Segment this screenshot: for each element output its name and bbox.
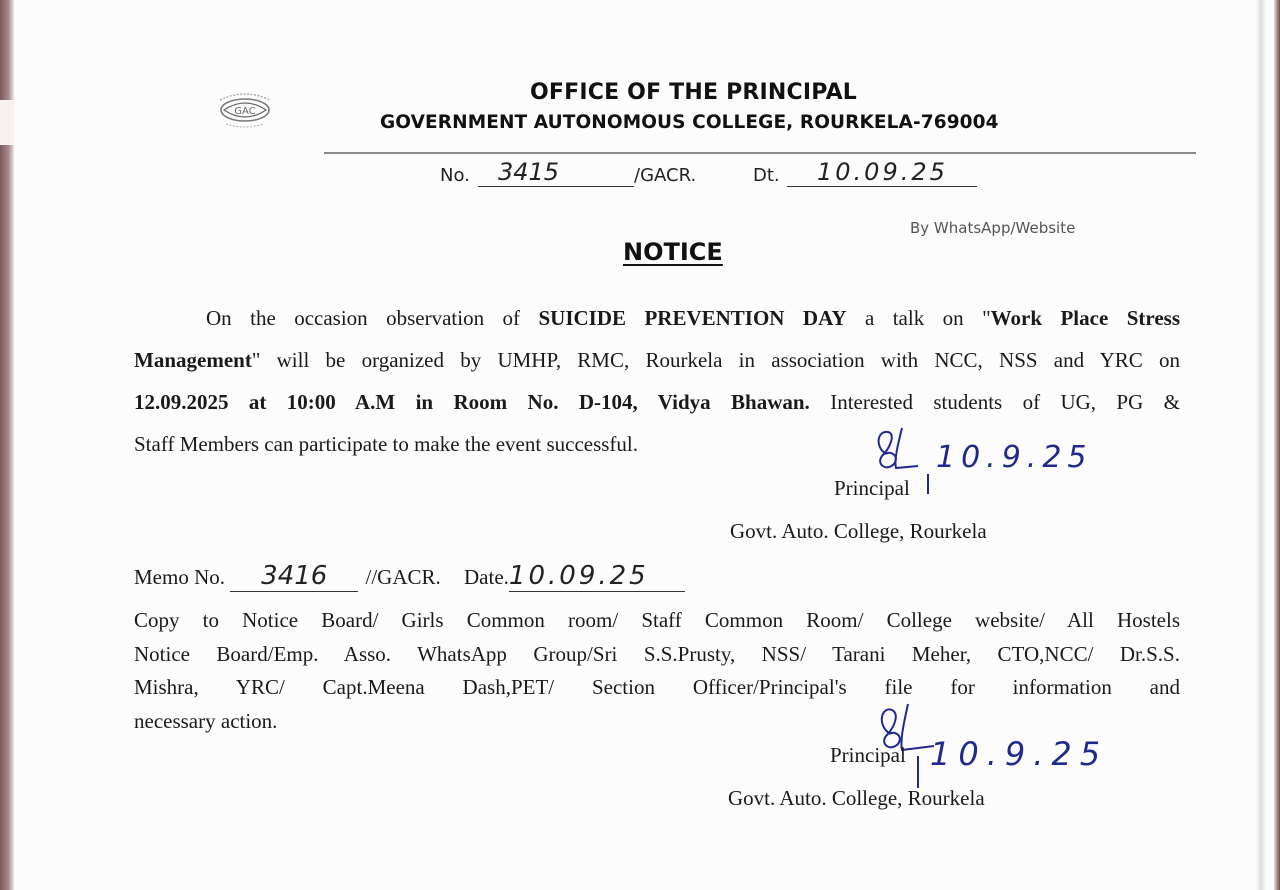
copy-to-line: necessary action. bbox=[134, 708, 278, 733]
office-title: OFFICE OF THE PRINCIPAL bbox=[530, 80, 858, 105]
notice-body-line bbox=[134, 297, 1180, 339]
copy-to-line: Mishra, YRC/ Capt.Meena Dash,PET/ Section Officer/Principal's file for information and bbox=[134, 675, 1180, 699]
reference-suffix: /GACR. bbox=[634, 165, 697, 186]
reference-no-value bbox=[478, 158, 634, 187]
memo-suffix: //GACR. bbox=[365, 565, 441, 589]
notice-emphasis: Management bbox=[134, 348, 252, 372]
notice-text: " will be organized by UMHP, RMC, Rourkela in association with NCC, NSS and YRC on bbox=[251, 348, 1180, 372]
signatory-org-2: Govt. Auto. College, Rourkela bbox=[728, 786, 985, 810]
reference-date-value bbox=[787, 158, 977, 187]
reference-no-label: No. bbox=[440, 165, 470, 186]
college-name: GOVERNMENT AUTONOMOUS COLLEGE, ROURKELA-769004 bbox=[380, 112, 999, 133]
svg-text:GAC: GAC bbox=[234, 106, 256, 117]
signatory-title-2: Principal bbox=[830, 743, 906, 767]
paper-fold-shadow bbox=[1256, 0, 1266, 890]
notice-text: a talk on " bbox=[846, 306, 991, 330]
memo-line bbox=[134, 561, 685, 592]
copy-to-line: Notice Board/Emp. Asso. WhatsApp Group/Sri S.S.Prusty, NSS/ Tarani Meher, CTO,NCC/ Dr.S.S. bbox=[134, 641, 1180, 666]
signatory-title-1: Principal bbox=[834, 476, 910, 500]
copy-to-list bbox=[134, 604, 1180, 738]
signature-date-1: 10.9.25 bbox=[936, 440, 1093, 475]
reference-date-text: 10.09.25 bbox=[817, 158, 948, 186]
notice-emphasis: SUICIDE PREVENTION DAY bbox=[538, 306, 847, 330]
memo-date-value: 10.09.25 bbox=[509, 561, 685, 592]
signatory-org-1: Govt. Auto. College, Rourkela bbox=[730, 519, 987, 543]
notice-title: NOTICE bbox=[623, 238, 723, 266]
memo-no-label: Memo No. bbox=[134, 565, 225, 589]
notice-emphasis: 12.09.2025 at 10:00 A.M in Room No. D-104, Vidya Bhawan. bbox=[134, 390, 810, 414]
paper-edge-gap bbox=[0, 100, 14, 145]
memo-date-label: Date. bbox=[464, 565, 509, 589]
memo-no-value: 3416 bbox=[230, 561, 358, 592]
copy-to-line: Copy to Notice Board/ Girls Common room/ Staff Common Room/ College website/ All Hostels bbox=[134, 608, 1180, 632]
paper-edge-right bbox=[1274, 0, 1280, 890]
notice-text: Staff Members can participate to make the event successful. bbox=[134, 432, 639, 456]
distribution-note: By WhatsApp/Website bbox=[910, 219, 1076, 237]
reference-date-label: Dt. bbox=[753, 165, 780, 186]
header-divider bbox=[324, 152, 1196, 154]
signature-date-2: 10.9.25 bbox=[930, 735, 1109, 773]
notice-body-line bbox=[134, 339, 1180, 381]
notice-text: On the occasion observation of bbox=[206, 306, 539, 330]
notice-text: Interested students of UG, PG & bbox=[809, 390, 1180, 414]
notice-body-line bbox=[134, 381, 1180, 423]
reference-no-text: 3415 bbox=[498, 158, 560, 186]
notice-emphasis: Work Place Stress bbox=[990, 306, 1180, 330]
college-emblem-icon bbox=[212, 86, 278, 130]
